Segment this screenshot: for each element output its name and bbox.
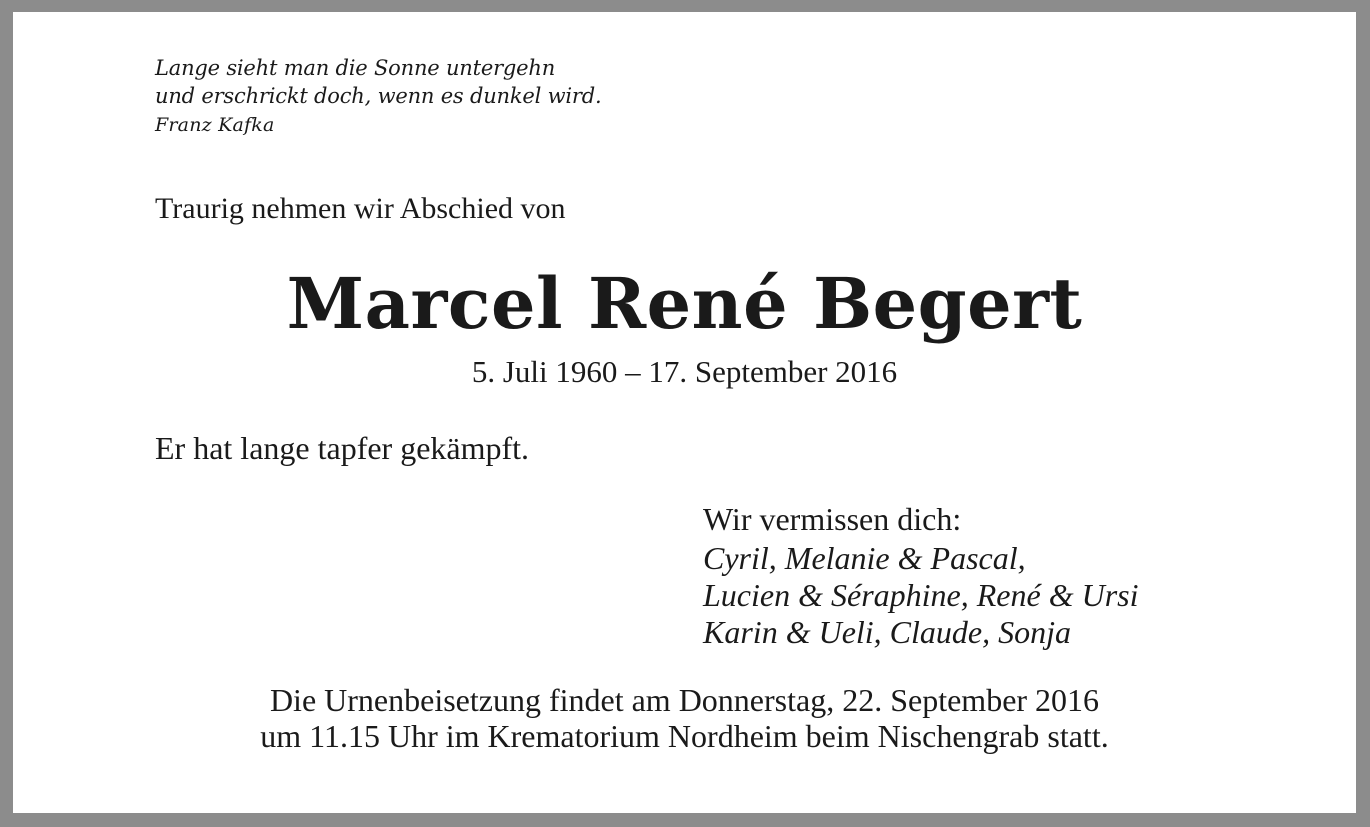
quote-line-2: und erschrickt doch, wenn es dunkel wird.	[155, 84, 602, 108]
quote-line-1: Lange sieht man die Sonne untergehn	[155, 56, 556, 80]
life-dates: 5. Juli 1960 – 17. September 2016	[471, 354, 898, 389]
burial-line-1: Die Urnenbeisetzung findet am Donnerstag, 22. September 2016	[269, 682, 1100, 718]
family-member-line: Lucien & Séraphine, René & Ursi	[703, 577, 1139, 613]
epigraph-quote	[155, 54, 601, 139]
burial-notice	[13, 682, 1356, 754]
family-block	[703, 498, 1138, 651]
quote-author: Franz Kafka	[155, 114, 275, 136]
burial-line-2: um 11.15 Uhr im Krematorium Nordheim beim Nischengrab statt.	[260, 718, 1109, 754]
family-member-line: Cyril, Melanie & Pascal,	[703, 540, 1026, 576]
deceased-name: Marcel René Begert	[286, 262, 1083, 345]
tribute-text: Er hat lange tapfer gekämpft.	[155, 430, 530, 466]
family-heading: Wir vermissen dich:	[703, 501, 962, 537]
family-member-line: Karin & Ueli, Claude, Sonja	[703, 614, 1071, 650]
family-members	[703, 540, 1138, 651]
obituary-notice	[13, 12, 1356, 813]
intro-text: Traurig nehmen wir Abschied von	[155, 192, 566, 225]
